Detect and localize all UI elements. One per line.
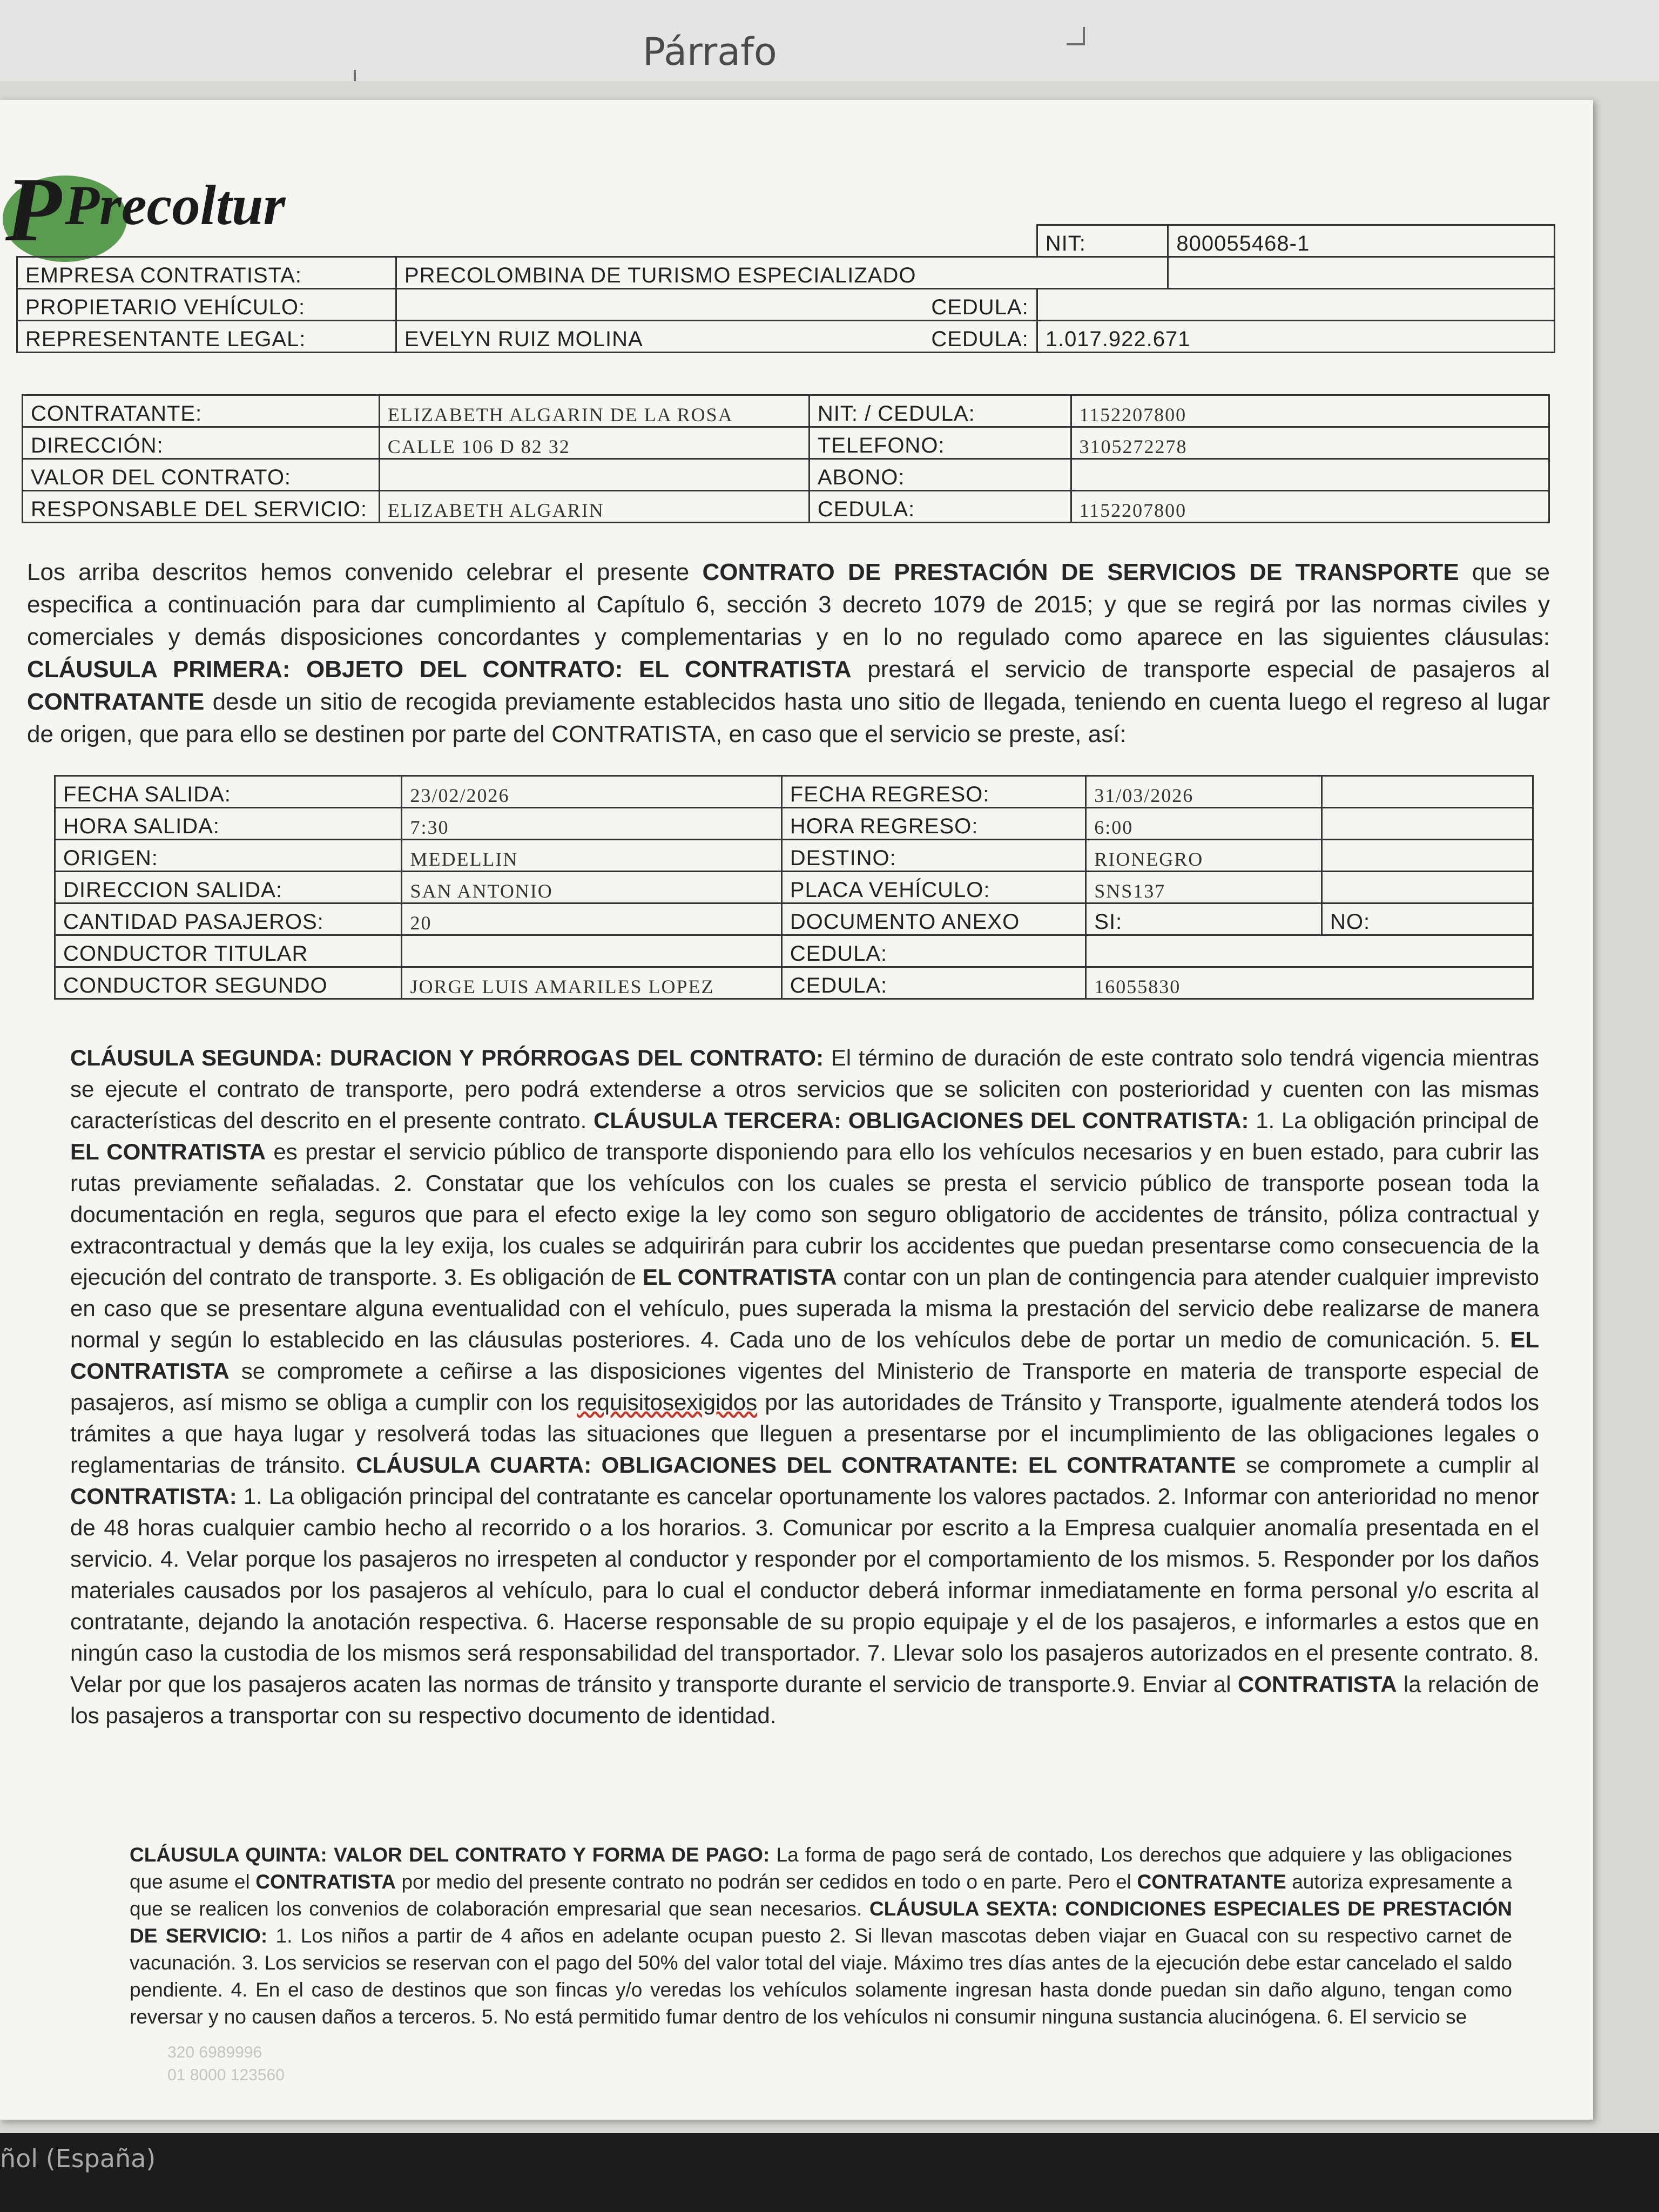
intro-text-b: que se especifica a continuación para dar cumplimiento al Capítulo 6, sección 3 decreto 1079 de 2015; y que se regirá por las normas civiles y comerciales y demás disposiciones concordantes y complementarias y en lo no regulado como aparece en las siguientes cláusulas: bbox=[27, 559, 1550, 650]
document-page[interactable] bbox=[0, 100, 1593, 2120]
fecha-regreso-label: FECHA REGRESO: bbox=[781, 776, 1085, 808]
intro-bold-a: CONTRATO DE PRESTACIÓN DE SERVICIOS DE TRANSPORTE bbox=[702, 559, 1459, 585]
nit-cedula-value: 1152207800 bbox=[1071, 395, 1549, 427]
clause-5-title: CLÁUSULA QUINTA: VALOR DEL CONTRATO Y FORMA DE PAGO: bbox=[130, 1844, 770, 1866]
origen-label: ORIGEN: bbox=[55, 840, 402, 872]
paragraph-dialog-launcher-icon[interactable] bbox=[1067, 27, 1085, 45]
abono-label: ABONO: bbox=[809, 459, 1071, 491]
fecha-regreso-value: 31/03/2026 bbox=[1086, 776, 1322, 808]
clause-text: autoriza expresamente a que se realicen los convenios de colaboración empresarial que sean necesarios. bbox=[130, 1871, 1512, 1920]
clause-text: por las autoridades de Tránsito y Transporte, igualmente atenderá todos los trámites a que haya lugar y resolverá todas las situaciones que lleguen a presentarse por el incumplimiento de las obligaciones legales o reglamentarias de tránsito. bbox=[70, 1390, 1539, 1478]
empresa-label: EMPRESA CONTRATISTA: bbox=[17, 257, 396, 289]
cedula-label: CEDULA: bbox=[809, 491, 1071, 523]
clause-text: por medio del presente contrato no podrán ser cedidos en todo o en parte. Pero el bbox=[395, 1871, 1137, 1893]
footer-toll-free: 01 8000 123560 bbox=[167, 2066, 285, 2084]
clause-text: La forma de pago será de contado, Los derechos que adquiere y las obligaciones que asume el bbox=[130, 1844, 1512, 1893]
clause-text: se compromete a ceñirse a las disposiciones vigentes del Ministerio de Transporte en materia de transporte especial de pasajeros, así mismo se obliga a cumplir con los bbox=[70, 1358, 1539, 1415]
hora-salida-value: 7:30 bbox=[402, 808, 781, 840]
status-bar bbox=[0, 2133, 1659, 2212]
company-table bbox=[16, 224, 1555, 353]
nit-cedula-label: NIT: / CEDULA: bbox=[809, 395, 1071, 427]
cedula-value-2: 1.017.922.671 bbox=[1037, 321, 1554, 353]
direccion-label: DIRECCIÓN: bbox=[23, 427, 380, 459]
nit-value: 800055468-1 bbox=[1168, 225, 1555, 257]
empresa-value: PRECOLOMBINA DE TURISMO ESPECIALIZADO bbox=[396, 257, 1168, 289]
clause-4-title: CLÁUSULA CUARTA: OBLIGACIONES DEL CONTRATANTE: EL CONTRATANTE bbox=[356, 1452, 1236, 1478]
logo-text: Precoltur bbox=[65, 173, 286, 237]
cedula-label-1: CEDULA: bbox=[396, 289, 1037, 321]
si-label: SI: bbox=[1086, 903, 1322, 935]
contratante-label: CONTRATANTE: bbox=[23, 395, 380, 427]
destino-value: RIONEGRO bbox=[1086, 840, 1322, 872]
fecha-salida-label: FECHA SALIDA: bbox=[55, 776, 402, 808]
clause-text: El término de duración de este contrato solo tendrá vigencia mientras se ejecute el contrato de transporte, pero podrá extenderse a otros servicios que se soliciten con posterioridad y cuenten con las mismas características del descrito en el presente contrato. bbox=[70, 1045, 1539, 1133]
clause-bold: CONTRATANTE bbox=[1137, 1871, 1286, 1893]
intro-text-d: desde un sitio de recogida previamente establecidos hasta uno sitio de llegada, teniendo en cuenta luego el regreso al lugar de origen, que para ello se destinen por parte del CONTRATISTA, en caso que el servicio se preste, así: bbox=[27, 689, 1550, 747]
clause-3-title: CLÁUSULA TERCERA: OBLIGACIONES DEL CONTRATISTA: bbox=[593, 1108, 1249, 1133]
footer-phone: 320 6989996 bbox=[167, 2044, 262, 2061]
clause-bold: EL CONTRATISTA bbox=[70, 1139, 266, 1164]
clause-text: 1. La obligación principal de bbox=[1249, 1108, 1539, 1133]
cedula-value: 1152207800 bbox=[1071, 491, 1549, 523]
representante-label: REPRESENTANTE LEGAL: bbox=[17, 321, 396, 353]
placa-value: SNS137 bbox=[1086, 872, 1322, 903]
clause-bold: CONTRATISTA bbox=[255, 1871, 396, 1893]
clause-2-title: CLÁUSULA SEGUNDA: DURACION Y PRÓRROGAS DEL CONTRATO: bbox=[70, 1045, 824, 1070]
intro-text-a: Los arriba descritos hemos convenido celebrar el presente bbox=[27, 559, 703, 585]
trip-table bbox=[54, 775, 1534, 1000]
contratante-value: ELIZABETH ALGARIN DE LA ROSA bbox=[379, 395, 809, 427]
placa-label: PLACA VEHÍCULO: bbox=[781, 872, 1085, 903]
clause-6-title: CLÁUSULA SEXTA: CONDICIONES ESPECIALES DE PRESTACIÓN DE SERVICIO: bbox=[130, 1898, 1512, 1947]
contratante-table bbox=[22, 394, 1550, 523]
clause-bold: CONTRATISTA bbox=[1237, 1671, 1397, 1697]
ribbon bbox=[0, 0, 1659, 82]
conductor-titular-label: CONDUCTOR TITULAR bbox=[55, 935, 402, 967]
direccion-value: CALLE 106 D 82 32 bbox=[379, 427, 809, 459]
responsable-label: RESPONSABLE DEL SERVICIO: bbox=[23, 491, 380, 523]
cantidad-label: CANTIDAD PASAJEROS: bbox=[55, 903, 402, 935]
conductor-segundo-value: JORGE LUIS AMARILES LOPEZ bbox=[402, 967, 781, 999]
conductor-segundo-label: CONDUCTOR SEGUNDO bbox=[55, 967, 402, 999]
intro-paragraph bbox=[27, 556, 1550, 751]
direccion-salida-value: SAN ANTONIO bbox=[402, 872, 781, 903]
fecha-salida-value: 23/02/2026 bbox=[402, 776, 781, 808]
propietario-label: PROPIETARIO VEHÍCULO: bbox=[17, 289, 396, 321]
intro-bold-c: CONTRATANTE bbox=[27, 689, 205, 715]
representante-value: EVELYN RUIZ MOLINA bbox=[404, 327, 643, 351]
spellcheck-underlined-word[interactable]: requisitosexigidos bbox=[577, 1390, 758, 1415]
svg-text:P: P bbox=[5, 159, 62, 260]
cedula-segundo-value: 16055830 bbox=[1086, 967, 1533, 999]
intro-text-c: prestará el servicio de transporte especial de pasajeros al bbox=[851, 656, 1550, 683]
clause-bold: EL CONTRATISTA bbox=[642, 1264, 837, 1290]
hora-regreso-label: HORA REGRESO: bbox=[781, 808, 1085, 840]
cantidad-value: 20 bbox=[402, 903, 781, 935]
clause-bold: EL CONTRATISTA bbox=[70, 1327, 1539, 1384]
clause-text: la relación de los pasajeros a transportar con su respectivo documento de identidad. bbox=[70, 1671, 1539, 1728]
clause-text: 1. Los niños a partir de 4 años en adelante ocupan puesto 2. Si llevan mascotas deben viajar en Guacal con su respectivo carnet de vacunación. 3. Los servicios se reservan con el pago del 50% del valor total del viaje. Máximo tres días antes de la ejecución debe estar cancelado el saldo pendiente. 4. En el caso de destinos que son fincas y/o veredas los vehículos solamente ingresan hasta donde puedan sin daño alguno, tengan como reversar y no causen daños a terceros. 5. No está permitido fumar dentro de los vehículos ni consumir ninguna sustancia alucinógena. 6. El servicio se bbox=[130, 1925, 1512, 2028]
nit-label: NIT: bbox=[1037, 225, 1168, 257]
clauses-paragraph bbox=[70, 1042, 1539, 1731]
telefono-value: 3105272278 bbox=[1071, 427, 1549, 459]
clause-text: es prestar el servicio público de transporte disponiendo para ello los vehículos necesarios y en buen estado, para cubrir las rutas previamente señaladas. 2. Constatar que los vehículos con los cuales se presta el servicio público de transporte posean toda la documentación en regla, seguros que para el efecto exige la ley como son seguro obligatorio de accidentes de tránsito, póliza contractual y extracontractual y demás que la ley exija, los cuales se adquirirán para cubrir los accidentes que puedan presentarse como consecuencia de la ejecución del contrato de transporte. 3. Es obligación de bbox=[70, 1139, 1539, 1290]
clauses-paragraph-continued bbox=[130, 1842, 1512, 2031]
clause-text: contar con un plan de contingencia para atender cualquier imprevisto en caso que se presentare alguna eventualidad con el vehículo, pues superada la misma la prestación del servicio debe realizarse de manera normal y según lo establecido en las cláusulas posteriores. 4. Cada uno de los vehículos debe de portar un medio de comunicación. 5. bbox=[70, 1264, 1539, 1352]
hora-regreso-value: 6:00 bbox=[1086, 808, 1322, 840]
clause-bold: CONTRATISTA: bbox=[70, 1483, 237, 1509]
hora-salida-label: HORA SALIDA: bbox=[55, 808, 402, 840]
intro-bold-b: CLÁUSULA PRIMERA: OBJETO DEL CONTRATO: EL CONTRATISTA bbox=[27, 656, 852, 683]
cedula-titular-label: CEDULA: bbox=[781, 935, 1085, 967]
destino-label: DESTINO: bbox=[781, 840, 1085, 872]
no-label: NO: bbox=[1321, 903, 1533, 935]
telefono-label: TELEFONO: bbox=[809, 427, 1071, 459]
origen-value: MEDELLIN bbox=[402, 840, 781, 872]
ribbon-group-label: Párrafo bbox=[643, 30, 777, 74]
anexo-label: DOCUMENTO ANEXO bbox=[781, 903, 1085, 935]
direccion-salida-label: DIRECCION SALIDA: bbox=[55, 872, 402, 903]
page-footer bbox=[167, 2041, 285, 2087]
responsable-value: ELIZABETH ALGARIN bbox=[379, 491, 809, 523]
cedula-label-2: CEDULA: bbox=[931, 327, 1029, 351]
cedula-segundo-label: CEDULA: bbox=[781, 967, 1085, 999]
clause-text: 1. La obligación principal del contratante es cancelar oportunamente los valores pactados. 2. Informar con anterioridad no menor de 48 horas cualquier cambio hecho al recorrido o a los horarios. 3. Comunicar por escrito a la Empresa cualquier anomalía presentada en el servicio. 4. Velar porque los pasajeros no irrespeten al conductor y responder por el comportamiento de los mismos. 5. Responder por los daños materiales causados por los pasajeros al vehículo, para lo cual el conductor deberá informar inmediatamente en forma personal y/o escrita al contratante, dejando la anotación respectiva. 6. Hacerse responsable de su propio equipaje y el de los pasajeros, e informarles a estos que en ningún caso la custodia de los mismos será responsabilidad del transportador. 7. Llevar solo los pasajeros autorizados en el presente contrato. 8. Velar por que los pasajeros acaten las normas de tránsito y transporte durante el servicio de transporte.9. Enviar al bbox=[70, 1483, 1539, 1697]
language-indicator[interactable]: ñol (España) bbox=[0, 2144, 156, 2173]
clause-text: se compromete a cumplir al bbox=[1236, 1452, 1539, 1478]
valor-label: VALOR DEL CONTRATO: bbox=[23, 459, 380, 491]
